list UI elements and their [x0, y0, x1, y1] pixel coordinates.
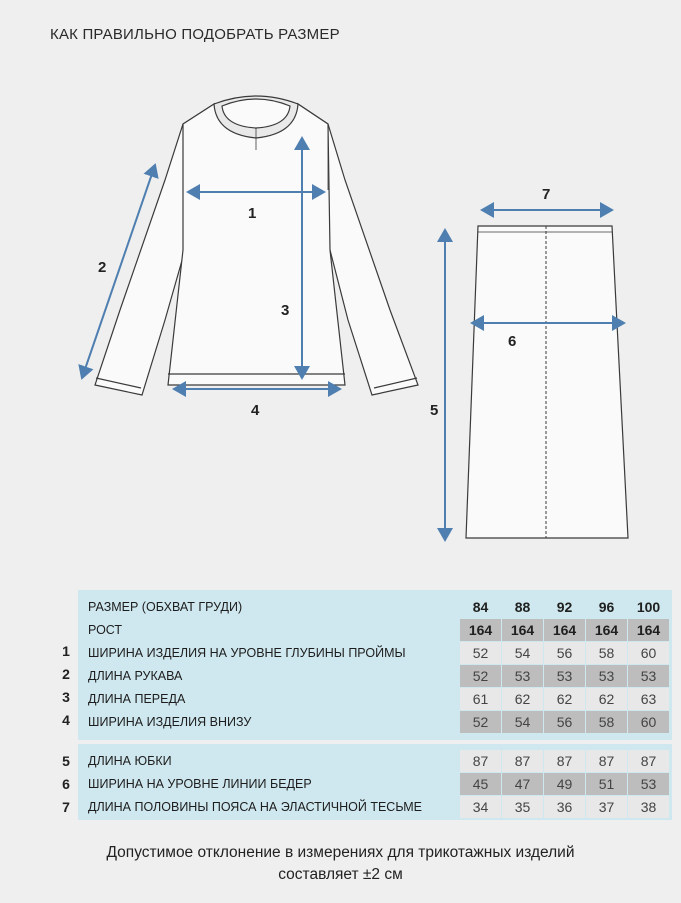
diagram-label-3: 3	[281, 302, 290, 319]
value-cell: 36	[544, 796, 585, 818]
diagram-label-7: 7	[542, 186, 551, 203]
value-cell: 61	[460, 688, 501, 710]
row-number: 2	[62, 666, 70, 682]
diagram-label-6: 6	[508, 333, 517, 350]
height-cell: 164	[460, 619, 501, 641]
height-cell: 164	[502, 619, 543, 641]
value-cell: 35	[502, 796, 543, 818]
diagram-label-2: 2	[98, 259, 107, 276]
size-cell: 96	[598, 599, 615, 615]
value-cell: 52	[460, 642, 501, 664]
value-cell: 38	[628, 796, 669, 818]
size-cell: 92	[556, 599, 573, 615]
size-cell: 88	[514, 599, 531, 615]
value-cell: 87	[544, 750, 585, 772]
value-cell: 60	[628, 711, 669, 733]
height-cell: 164	[544, 619, 585, 641]
value-cell: 52	[460, 665, 501, 687]
value-cell: 56	[544, 711, 585, 733]
diagram-label-5: 5	[430, 402, 439, 419]
row-number: 6	[62, 776, 70, 792]
value-cell: 53	[544, 665, 585, 687]
value-cell: 49	[544, 773, 585, 795]
diagram-label-1: 1	[248, 205, 257, 222]
size-table-top	[78, 590, 672, 740]
value-cell: 53	[628, 665, 669, 687]
row-label: ШИРИНА НА УРОВНЕ ЛИНИИ БЕДЕР	[88, 777, 312, 791]
value-cell: 34	[460, 796, 501, 818]
row-label: ДЛИНА ЮБКИ	[88, 754, 172, 768]
tolerance-footnote	[0, 842, 681, 886]
row-label: ШИРИНА ИЗДЕЛИЯ ВНИЗУ	[88, 715, 252, 729]
row-number: 5	[62, 753, 70, 769]
row-number: 7	[62, 799, 70, 815]
value-cell: 87	[628, 750, 669, 772]
size-cell: 100	[636, 599, 661, 615]
height-cell: 164	[586, 619, 627, 641]
value-cell: 47	[502, 773, 543, 795]
table-row	[78, 773, 672, 795]
value-cell: 87	[460, 750, 501, 772]
row-number: 3	[62, 689, 70, 705]
value-cell: 53	[628, 773, 669, 795]
value-cell: 53	[586, 665, 627, 687]
value-cell: 56	[544, 642, 585, 664]
footnote-line-2: составляет ±2 см	[278, 866, 403, 883]
size-header-label: РАЗМЕР (ОБХВАТ ГРУДИ)	[88, 600, 243, 614]
value-cell: 87	[502, 750, 543, 772]
row-number: 1	[62, 643, 70, 659]
row-label: ДЛИНА РУКАВА	[88, 669, 183, 683]
value-cell: 60	[628, 642, 669, 664]
value-cell: 62	[586, 688, 627, 710]
table-row	[78, 796, 672, 818]
table-row	[78, 711, 672, 733]
value-cell: 53	[502, 665, 543, 687]
value-cell: 45	[460, 773, 501, 795]
row-label: ШИРИНА ИЗДЕЛИЯ НА УРОВНЕ ГЛУБИНЫ ПРОЙМЫ	[88, 646, 406, 660]
row-number: 4	[62, 712, 70, 728]
page-title: КАК ПРАВИЛЬНО ПОДОБРАТЬ РАЗМЕР	[50, 26, 340, 43]
value-cell: 52	[460, 711, 501, 733]
value-cell: 62	[544, 688, 585, 710]
footnote-line-1: Допустимое отклонение в измерениях для трикотажных изделий	[106, 844, 575, 861]
table-row	[78, 688, 672, 710]
table-header-row	[78, 596, 672, 618]
value-cell: 58	[586, 711, 627, 733]
value-cell: 63	[628, 688, 669, 710]
value-cell: 51	[586, 773, 627, 795]
value-cell: 87	[586, 750, 627, 772]
value-cell: 62	[502, 688, 543, 710]
row-label: ДЛИНА ПЕРЕДА	[88, 692, 186, 706]
table-row	[78, 642, 672, 664]
value-cell: 58	[586, 642, 627, 664]
table-height-row	[78, 619, 672, 641]
size-cell: 84	[472, 599, 489, 615]
table-row	[78, 665, 672, 687]
size-table-bottom	[78, 744, 672, 820]
skirt-drawing	[466, 226, 628, 538]
height-label: РОСТ	[88, 623, 123, 637]
sweater-drawing	[95, 96, 418, 395]
value-cell: 54	[502, 642, 543, 664]
table-row	[78, 750, 672, 772]
height-cell: 164	[628, 619, 669, 641]
row-label: ДЛИНА ПОЛОВИНЫ ПОЯСА НА ЭЛАСТИЧНОЙ ТЕСЬМЕ	[88, 800, 423, 814]
value-cell: 54	[502, 711, 543, 733]
diagram-label-4: 4	[251, 402, 260, 419]
value-cell: 37	[586, 796, 627, 818]
